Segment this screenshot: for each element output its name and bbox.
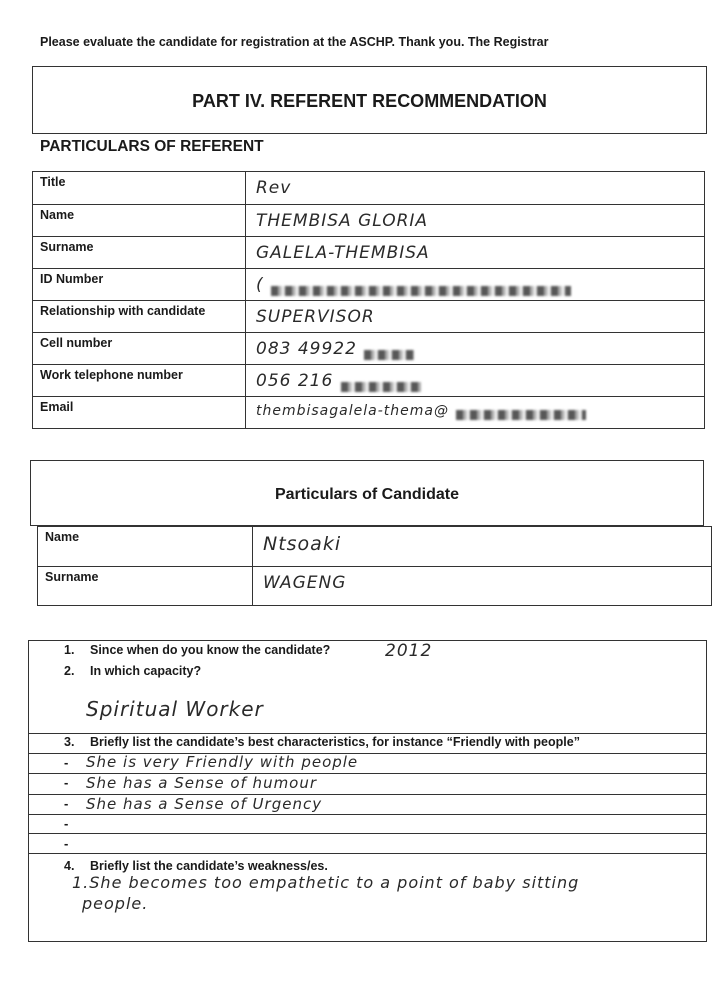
candidate-section-title: Particulars of Candidate	[274, 486, 460, 503]
q3-bullet-2-mark: -	[64, 775, 69, 790]
relationship-value: SUPERVISOR	[256, 307, 375, 327]
q3-rule-5	[28, 833, 707, 834]
part-title-box	[32, 66, 707, 134]
q3-bullet-2-text: She has a Sense of humour	[86, 774, 318, 792]
name-label: Name	[40, 208, 75, 222]
title-value: Rev	[256, 178, 292, 198]
candidate-row-surname	[38, 567, 712, 606]
referent-row-cell	[33, 333, 705, 365]
q2-number: 2.	[64, 664, 75, 678]
cell-number-label: Cell number	[40, 336, 113, 350]
referent-table	[32, 171, 705, 429]
referent-row-email	[33, 397, 705, 429]
candidate-surname-value: WAGENG	[263, 573, 347, 593]
q3-number: 3.	[64, 735, 75, 749]
work-phone-label: Work telephone number	[40, 368, 183, 382]
candidate-surname-label: Surname	[45, 570, 99, 584]
q3-bullet-5-mark: -	[64, 836, 69, 851]
candidate-row-name	[38, 527, 712, 567]
part-title: PART IV. REFERENT RECOMMENDATION	[192, 91, 547, 111]
referent-row-work-phone	[33, 365, 705, 397]
q3-bullet-3-text: She has a Sense of Urgency	[86, 795, 323, 813]
id-number-label: ID Number	[40, 272, 104, 286]
redacted-work-phone-block	[341, 382, 421, 392]
referent-section-title: PARTICULARS OF REFERENT	[40, 138, 264, 155]
referent-row-surname	[33, 237, 705, 269]
title-label: Title	[40, 175, 66, 189]
referent-row-name	[33, 205, 705, 237]
email-label: Email	[40, 400, 74, 414]
referent-row-relationship	[33, 301, 705, 333]
redacted-cell-block	[364, 350, 414, 360]
q4-top-rule	[28, 853, 707, 854]
q1-text: Since when do you know the candidate?	[90, 643, 331, 657]
q2-text: In which capacity?	[90, 664, 202, 678]
name-value: THEMBISA GLORIA	[256, 211, 429, 231]
surname-value: GALELA-THEMBISA	[256, 243, 430, 263]
relationship-label: Relationship with candidate	[40, 304, 206, 318]
q1-answer: 2012	[385, 641, 433, 661]
q4-text: Briefly list the candidate’s weakness/es.	[90, 859, 328, 873]
candidate-name-value: Ntsoaki	[263, 533, 342, 555]
redacted-id-block	[271, 286, 571, 296]
q3-top-rule	[28, 733, 707, 734]
surname-label: Surname	[40, 240, 94, 254]
email-value: thembisagalela-thema@	[256, 403, 449, 419]
id-number-value: (	[256, 275, 264, 295]
referent-row-title	[33, 172, 705, 205]
q3-bullet-1-mark: -	[64, 755, 69, 770]
q3-rule-4	[28, 814, 707, 815]
q3-bullet-3-mark: -	[64, 796, 69, 811]
q2-answer: Spiritual Worker	[86, 697, 264, 721]
q4-answer-line-2: people.	[82, 894, 149, 913]
q4-answer-line-1: 1.She becomes too empathetic to a point of baby sitting	[72, 873, 580, 892]
candidate-title-box	[30, 460, 704, 526]
q1-number: 1.	[64, 643, 75, 657]
redacted-email-block	[456, 410, 586, 420]
q3-bullet-1-text: She is very Friendly with people	[86, 753, 359, 771]
header-note: Please evaluate the candidate for registration at the ASCHP. Thank you. The Registrar	[40, 35, 549, 49]
q4-number: 4.	[64, 859, 75, 873]
work-phone-value: 056 216	[256, 371, 334, 391]
candidate-name-label: Name	[45, 530, 80, 544]
q3-bullet-4-mark: -	[64, 816, 69, 831]
q3-text: Briefly list the candidate’s best characteristics, for instance “Friendly with people”	[90, 735, 580, 749]
cell-number-value: 083 49922	[256, 339, 357, 359]
candidate-table	[37, 526, 712, 606]
referent-row-id	[33, 269, 705, 301]
